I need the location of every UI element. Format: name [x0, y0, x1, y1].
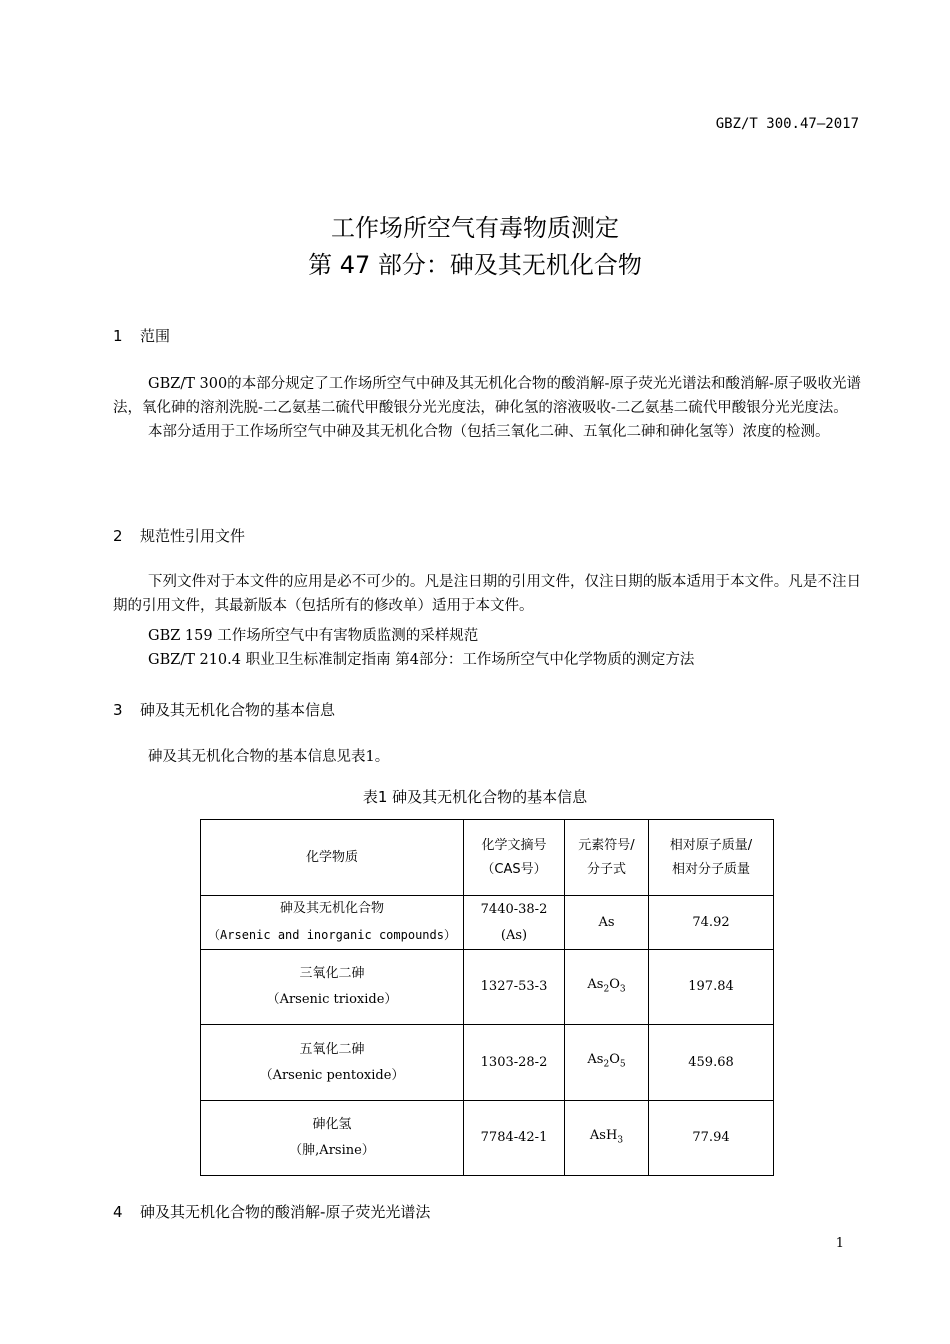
cell-formula: $As_2O_3$ [565, 950, 649, 1025]
cell-cas: 1327-53-3 [464, 950, 565, 1025]
basic-info-table [200, 819, 774, 1176]
cas-symbol: (As) [500, 927, 528, 943]
references-paragraph: 下列文件对于本文件的应用是必不可少的。凡是注日期的引用文件，仅注日期的版本适用于本文件。凡是不注日期的引用文件，其最新版本（包括所有的修改单）适用于本文件。 [113, 574, 861, 614]
substance-name: 砷化氢 [312, 1117, 352, 1132]
cas-number: 7440-38-2 [480, 901, 548, 917]
cell-mass: 74.92 [649, 896, 774, 950]
cell-substance [201, 1101, 464, 1176]
scope-paragraph-1: GBZ/T 300的本部分规定了工作场所空气中砷及其无机化合物的酸消解-原子荧光光谱法和酸消解-原子吸收光谱法，氧化砷的溶剂洗脱-二乙氨基二硫代甲酸银分光光度法，砷化氢的溶液吸收-二乙氨基二硫代甲酸银分光光度法。 [113, 376, 861, 416]
section-number: 4 [113, 1203, 123, 1221]
table-caption: 表1 砷及其无机化合物的基本信息 [362, 788, 588, 806]
basic-info-intro: 砷及其无机化合物的基本信息见表1。 [148, 749, 390, 765]
substance-name: 五氧化二砷 [299, 1041, 365, 1057]
section-number: 3 [113, 701, 123, 719]
reference-item-1: GBZ 159 工作场所空气中有害物质监测的采样规范 [148, 628, 479, 644]
header-substance: 化学物质 [201, 820, 464, 896]
substance-name-en: （Arsenic trioxide） [266, 992, 398, 1007]
section-number: 2 [113, 527, 123, 545]
cell-cas [464, 896, 565, 950]
substance-name: 砷及其无机化合物 [279, 901, 384, 916]
cell-cas: 7784-42-1 [464, 1101, 565, 1176]
cell-substance [201, 896, 464, 950]
scope-text [113, 372, 861, 444]
page-number: 1 [835, 1236, 844, 1251]
cell-formula: $As_2O_5$ [565, 1025, 649, 1101]
header-formula-line2: 分子式 [586, 861, 626, 877]
section-title: 砷及其无机化合物的基本信息 [140, 701, 336, 719]
section-2-heading [113, 525, 245, 546]
cell-formula: As [565, 896, 649, 950]
cell-formula: AsH$_3$ [565, 1101, 649, 1176]
section-number: 1 [113, 327, 123, 345]
header-cas-line2: （CAS号） [481, 861, 547, 877]
header-formula-line1: 元素符号/ [578, 837, 635, 853]
substance-name-en: （胂,Arsine） [289, 1143, 375, 1158]
table-header-row [201, 820, 774, 896]
substance-name-en: （Arsenic and inorganic compounds） [208, 928, 456, 942]
cell-substance [201, 950, 464, 1025]
header-mass-line2: 相对分子质量 [671, 861, 750, 877]
cell-mass: 77.94 [649, 1101, 774, 1176]
substance-name: 三氧化二砷 [299, 966, 365, 981]
header-mass-line1: 相对原子质量/ [669, 837, 753, 853]
section-3-heading [113, 699, 335, 720]
cell-mass: 197.84 [649, 950, 774, 1025]
table-row [201, 950, 774, 1025]
table-row [201, 1025, 774, 1101]
cell-cas: 1303-28-2 [464, 1025, 565, 1101]
header-cas-line1: 化学文摘号 [481, 837, 547, 853]
document-title-line1: 工作场所空气有毒物质测定 [331, 214, 619, 242]
section-1-heading [113, 325, 170, 346]
scope-paragraph-2: 本部分适用于工作场所空气中砷及其无机化合物（包括三氧化二砷、五氧化二砷和砷化氢等）浓度的检测。 [148, 424, 830, 440]
section-title: 砷及其无机化合物的酸消解-原子荧光光谱法 [140, 1203, 431, 1221]
references-text [113, 570, 861, 618]
reference-item-2: GBZ/T 210.4 职业卫生标准制定指南 第4部分：工作场所空气中化学物质的测定方法 [148, 652, 695, 668]
section-title: 规范性引用文件 [140, 527, 246, 545]
standard-code: GBZ/T 300.47—2017 [715, 116, 859, 132]
section-4-heading [113, 1201, 430, 1222]
cell-mass: 459.68 [649, 1025, 774, 1101]
document-title-line2: 第 47 部分：砷及其无机化合物 [308, 251, 642, 279]
section-title: 范围 [140, 327, 171, 345]
table-row [201, 896, 774, 950]
substance-name-en: （Arsenic pentoxide） [259, 1067, 405, 1083]
header-cas [464, 820, 565, 896]
cell-substance [201, 1025, 464, 1101]
header-formula [565, 820, 649, 896]
header-mass [649, 820, 774, 896]
table-row [201, 1101, 774, 1176]
